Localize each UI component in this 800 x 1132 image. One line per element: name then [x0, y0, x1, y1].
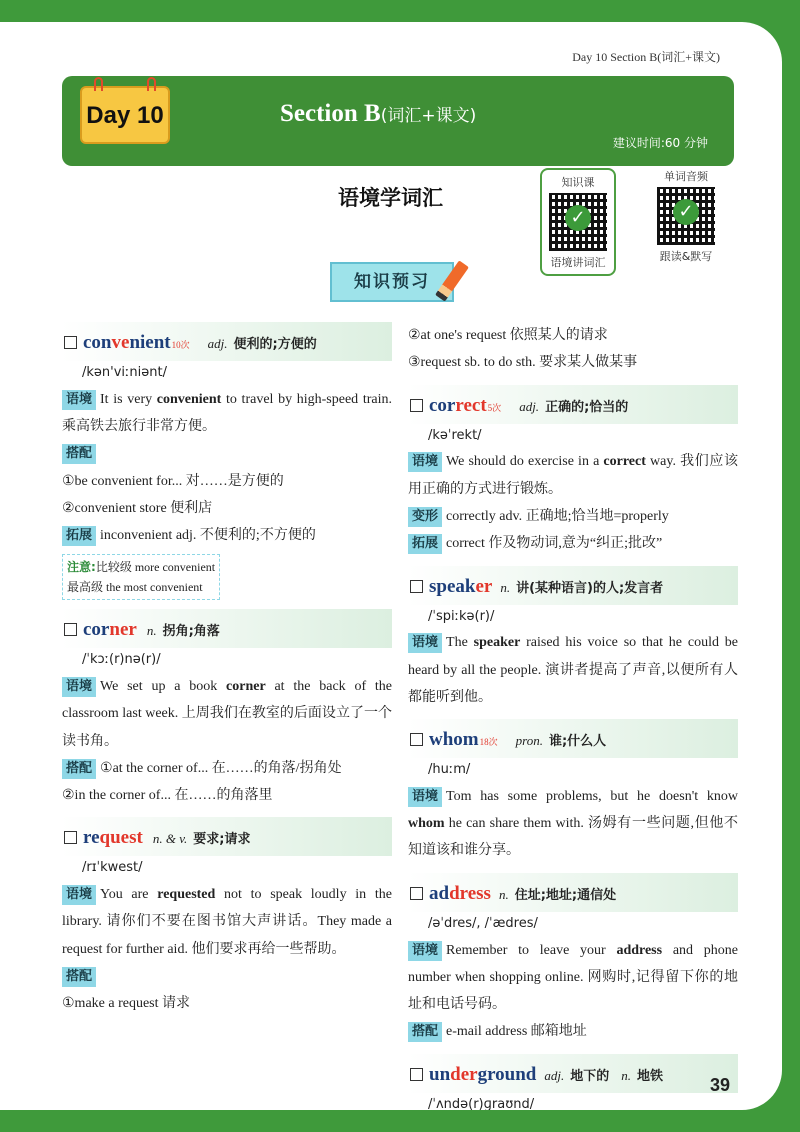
entry-head — [62, 817, 392, 856]
checkbox[interactable] — [410, 399, 423, 412]
checkbox[interactable] — [64, 336, 77, 349]
day-tab — [80, 86, 170, 144]
page — [0, 22, 782, 1110]
variant-tag: 变形 — [408, 507, 442, 527]
right-column — [408, 322, 738, 1110]
entry-head — [408, 566, 738, 605]
phonetic: /əˈdres/, /ˈædres/ — [428, 915, 538, 931]
ring-icon — [94, 77, 103, 91]
collocation-tag: 搭配 — [62, 967, 96, 987]
context-tag: 语境 — [408, 787, 442, 807]
headword: correct — [429, 394, 487, 416]
entry-underground — [408, 1054, 738, 1110]
headword: address — [429, 882, 491, 904]
entry-head — [408, 719, 738, 758]
collocation-tag-row — [62, 963, 392, 990]
day-label: Day 10 — [86, 102, 164, 129]
part-of-speech: adj. — [207, 336, 228, 351]
collocation: ①make a request 请求 — [62, 996, 191, 1012]
headword: corner — [83, 619, 137, 641]
variant: 变形 correctly adv. 正确地;恰当地=properly — [408, 503, 738, 530]
example: 语境 We should do exercise in a correct way. 我们应该用正确的方式进行锻炼。 — [408, 454, 738, 497]
entry-head — [408, 1054, 738, 1093]
qr-top-label: 单词音频 — [664, 170, 708, 183]
entry-head — [408, 385, 738, 424]
section-title — [280, 100, 476, 128]
part-of-speech-2: n. — [621, 1067, 632, 1083]
frequency-count: 18次 — [479, 737, 498, 748]
entry-head — [408, 873, 738, 912]
extension-tag: 拓展 — [62, 526, 96, 546]
collocation: ②convenient store 便利店 — [62, 500, 213, 516]
context-tag: 语境 — [62, 885, 96, 905]
section-banner — [62, 76, 734, 166]
phonetic: /ˈkɔː(r)nə(r)/ — [82, 652, 161, 668]
qr-top-label: 知识课 — [561, 176, 595, 189]
part-of-speech: n. — [146, 623, 157, 639]
entry-address — [408, 873, 738, 1046]
entry-request — [62, 817, 392, 1017]
extension: 拓展 correct 作及物动词,意为“纠正;批改” — [408, 530, 738, 557]
meaning: 谁;什么人 — [548, 734, 607, 750]
collocation-tag: 搭配 — [62, 444, 96, 464]
example: 语境 The speaker raised his voice so that he could be heard by all the people. 演讲者提高了声音,以便所有人都能听到他。 — [408, 635, 739, 705]
entry-head — [62, 322, 392, 361]
context-tag: 语境 — [408, 941, 442, 961]
example: 语境 It is very convenient to travel by high-speed train. 乘高铁去旅行非常方便。 — [62, 391, 393, 435]
vocab-title: 语境学词汇 — [338, 186, 443, 210]
part-of-speech: n. — [498, 886, 509, 902]
time-hint: 建议时间:60 分钟 — [612, 136, 708, 150]
entry-whom — [408, 719, 738, 865]
collocation-tag-row — [62, 440, 392, 467]
qr-bottom-label: 语境讲词汇 — [550, 256, 606, 269]
part-of-speech: adj. — [544, 1067, 565, 1083]
meaning: 住址;地址;通信处 — [514, 887, 617, 903]
entry-speaker — [408, 566, 738, 712]
part-of-speech: pron. — [515, 733, 543, 749]
headword: whom — [429, 729, 479, 751]
left-column — [62, 322, 392, 1026]
entry-corner — [62, 609, 392, 809]
meaning-2: 地铁 — [637, 1068, 664, 1084]
checkbox[interactable] — [410, 733, 423, 746]
checkbox[interactable] — [410, 580, 423, 593]
phonetic: /huːm/ — [428, 762, 471, 778]
checkbox[interactable] — [64, 623, 77, 636]
collocation: ①be convenient for... 对……是方便的 — [62, 473, 284, 489]
running-head: Day 10 Section B(词汇+课文) — [572, 50, 720, 64]
collocation: ③request sb. to do sth. 要求某人做某事 — [408, 355, 638, 371]
collocation-tag: 搭配 — [408, 1022, 442, 1042]
phonetic: /kən'viːniənt/ — [82, 365, 167, 381]
frequency-count: 5次 — [487, 402, 502, 413]
collocation: ②in the corner of... 在……的角落里 — [62, 788, 273, 804]
context-tag: 语境 — [408, 633, 442, 653]
qr-code-icon — [657, 187, 715, 245]
entry-head — [62, 609, 392, 648]
meaning: 便利的;方便的 — [233, 337, 317, 352]
example: 语境 Remember to leave your address and phone number when shopping online. 网购时,记得留下你的地址和电话号码。 — [408, 942, 738, 1013]
section-title-text: Section B — [280, 100, 381, 127]
phonetic: /ˈʌndə(r)ɡraʊnd/ — [428, 1096, 535, 1110]
collocation: 搭配 e-mail address 邮箱地址 — [408, 1018, 738, 1045]
qr-knowledge-class[interactable] — [540, 168, 616, 276]
frequency-count: 10次 — [171, 340, 190, 350]
collocation: ②at one's request 依照某人的请求 — [408, 328, 608, 343]
collocation: 搭配 ①at the corner of... 在……的角落/拐角处 — [62, 755, 392, 782]
part-of-speech: adj. — [519, 398, 540, 414]
extension-tag: 拓展 — [408, 534, 442, 554]
part-of-speech: n. & v. — [152, 831, 188, 847]
example: 语境 Tom has some problems, but he doesn't know whom he can share them with. 汤姆有一些问题,但他不知道该和谁分享。 — [408, 788, 738, 859]
note-box: 注意:比较级 more convenient 最高级 the most convenient — [62, 554, 220, 601]
checkbox[interactable] — [64, 831, 77, 844]
meaning: 要求;请求 — [193, 832, 251, 848]
headword: convenient — [83, 332, 171, 353]
example: 语境 You are requested not to speak loudly in the library. 请你们不要在图书馆大声讲话。They made a request for further aid. 他们要求再给一些帮助。 — [62, 887, 392, 957]
headword: request — [83, 827, 143, 849]
part-of-speech: n. — [500, 579, 511, 595]
headword: speaker — [429, 575, 493, 597]
meaning: 地下的 — [570, 1068, 610, 1084]
ring-icon — [147, 77, 156, 91]
qr-bottom-label: 跟读&默写 — [659, 250, 713, 263]
context-tag: 语境 — [62, 390, 96, 410]
example: 语境 We set up a book corner at the back of the classroom last week. 上周我们在教室的后面设立了一个读书角。 — [62, 678, 392, 749]
page-number: 39 — [709, 1075, 730, 1095]
checkbox[interactable] — [410, 887, 423, 900]
headword: underground — [429, 1063, 537, 1085]
meaning: 拐角;角落 — [162, 624, 220, 640]
checkbox[interactable] — [410, 1068, 423, 1081]
qr-frame — [540, 168, 616, 276]
qr-code-icon — [549, 193, 607, 251]
preview-label: 知识预习 — [330, 262, 454, 302]
meaning: 正确的;恰当的 — [545, 399, 629, 415]
note-tag: 注意: — [67, 559, 96, 574]
section-subtitle: (词汇+课文) — [380, 106, 477, 126]
context-tag: 语境 — [62, 677, 96, 697]
entry-correct — [408, 385, 738, 558]
phonetic: /kəˈrekt/ — [428, 427, 482, 443]
extension: 拓展 inconvenient adj. 不便利的;不方便的 — [62, 522, 392, 549]
context-tag: 语境 — [408, 452, 442, 472]
collocation-tag: 搭配 — [62, 759, 96, 779]
phonetic: /rɪˈkwest/ — [82, 860, 143, 876]
meaning: 讲(某种语言)的人;发言者 — [516, 580, 664, 596]
entry-convenient — [62, 322, 392, 601]
phonetic: /ˈspiːkə(r)/ — [428, 608, 495, 624]
qr-word-audio[interactable] — [648, 168, 724, 264]
